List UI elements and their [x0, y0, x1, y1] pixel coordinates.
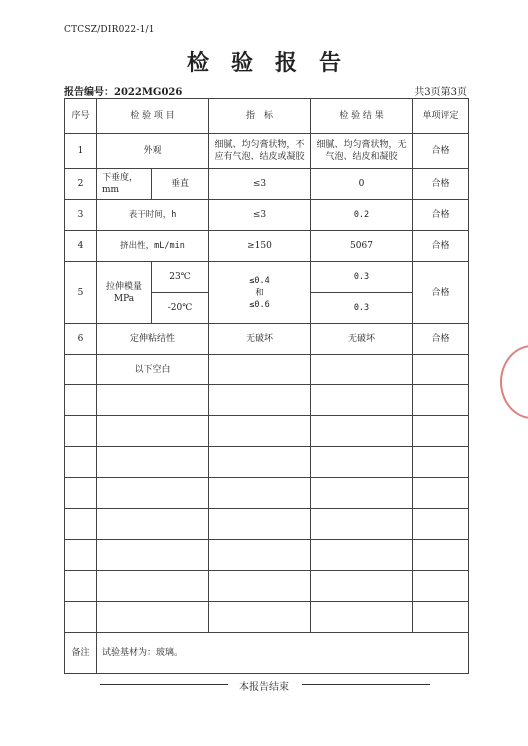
table-row: [65, 134, 469, 169]
header-verdict: 单项评定: [413, 99, 469, 134]
row-spec: ≥150: [209, 231, 311, 262]
row-item: 表干时间，h: [97, 200, 209, 231]
row-result: 0.3: [311, 262, 413, 293]
row-seq: 4: [65, 231, 97, 262]
blank-row: [65, 385, 469, 416]
row-verdict: 合格: [413, 324, 469, 355]
row-item-unit: MPa: [113, 293, 135, 304]
report-number-label: 报告编号：: [64, 87, 114, 98]
blank-cell: [209, 355, 311, 385]
row-subitem: 垂直: [152, 169, 209, 200]
row-spec: 细腻、均匀膏状物，不应有气泡、结皮或凝胶: [209, 134, 311, 169]
report-title: 检验报告: [186, 50, 363, 76]
row-result: 0.2: [311, 200, 413, 231]
row-item: 挤出性，mL/min: [97, 231, 209, 262]
seal-stamp: [500, 345, 528, 419]
row-result: 细腻、均匀膏状物，无气泡、结皮和凝胶: [311, 134, 413, 169]
header-result: 检 验 结 果: [311, 99, 413, 134]
spec-and: 和: [255, 287, 264, 298]
row-item: 定伸粘结性: [97, 324, 209, 355]
row-verdict: 合格: [413, 134, 469, 169]
row-spec: ≤3: [209, 200, 311, 231]
table-row: [65, 324, 469, 355]
end-line-right: [302, 684, 430, 685]
row-seq: 5: [65, 262, 97, 324]
remark-label: 备注: [65, 633, 97, 674]
row-seq: 3: [65, 200, 97, 231]
document-code: CTCSZ/DIR022-1/1: [64, 25, 155, 35]
row-item: [97, 262, 152, 324]
row-result: 0: [311, 169, 413, 200]
row-seq: 1: [65, 134, 97, 169]
blank-row: [65, 478, 469, 509]
table-row: [65, 355, 469, 385]
remark-text: 试验基材为：玻璃。: [97, 633, 469, 674]
blank-row: [65, 416, 469, 447]
row-result: 0.3: [311, 293, 413, 324]
blank-cell: [311, 355, 413, 385]
inspection-table: [64, 98, 469, 674]
page-indicator: 共3页第3页: [414, 87, 467, 98]
blank-row: [65, 602, 469, 633]
row-verdict: 合格: [413, 200, 469, 231]
end-of-report: 本报告结束: [239, 682, 289, 693]
blank-cell: [65, 355, 97, 385]
row-spec: 无破坏: [209, 324, 311, 355]
blank-cell: [413, 355, 469, 385]
row-spec: [209, 262, 311, 324]
row-verdict: 合格: [413, 169, 469, 200]
row-seq: 2: [65, 169, 97, 200]
header-item: 检 验 项 目: [97, 99, 209, 134]
row-result: 无破坏: [311, 324, 413, 355]
table-row: [65, 262, 469, 293]
table-row: [65, 169, 469, 200]
blank-row: [65, 447, 469, 478]
table-row: [65, 231, 469, 262]
row-spec: ≤3: [209, 169, 311, 200]
table-row: [65, 200, 469, 231]
remark-row: [65, 633, 469, 674]
row-subitem: 23℃: [152, 262, 209, 293]
blank-note: 以下空白: [97, 355, 209, 385]
row-item: 下垂度，mm: [97, 169, 152, 200]
row-result: 5067: [311, 231, 413, 262]
row-item: 外观: [97, 134, 209, 169]
row-seq: 6: [65, 324, 97, 355]
row-verdict: 合格: [413, 231, 469, 262]
row-subitem: -20℃: [152, 293, 209, 324]
row-verdict: 合格: [413, 262, 469, 324]
spec-a: ≤0.4: [249, 275, 270, 286]
spec-b: ≤0.6: [249, 299, 270, 310]
header-spec: 指 标: [209, 99, 311, 134]
blank-row: [65, 509, 469, 540]
row-item-label: 拉伸模量: [105, 281, 142, 292]
header-seq: 序号: [65, 99, 97, 134]
blank-row: [65, 540, 469, 571]
blank-row: [65, 571, 469, 602]
table-header-row: [65, 99, 469, 134]
report-number-value: 2022MG026: [114, 87, 183, 98]
report-number: [64, 83, 182, 98]
